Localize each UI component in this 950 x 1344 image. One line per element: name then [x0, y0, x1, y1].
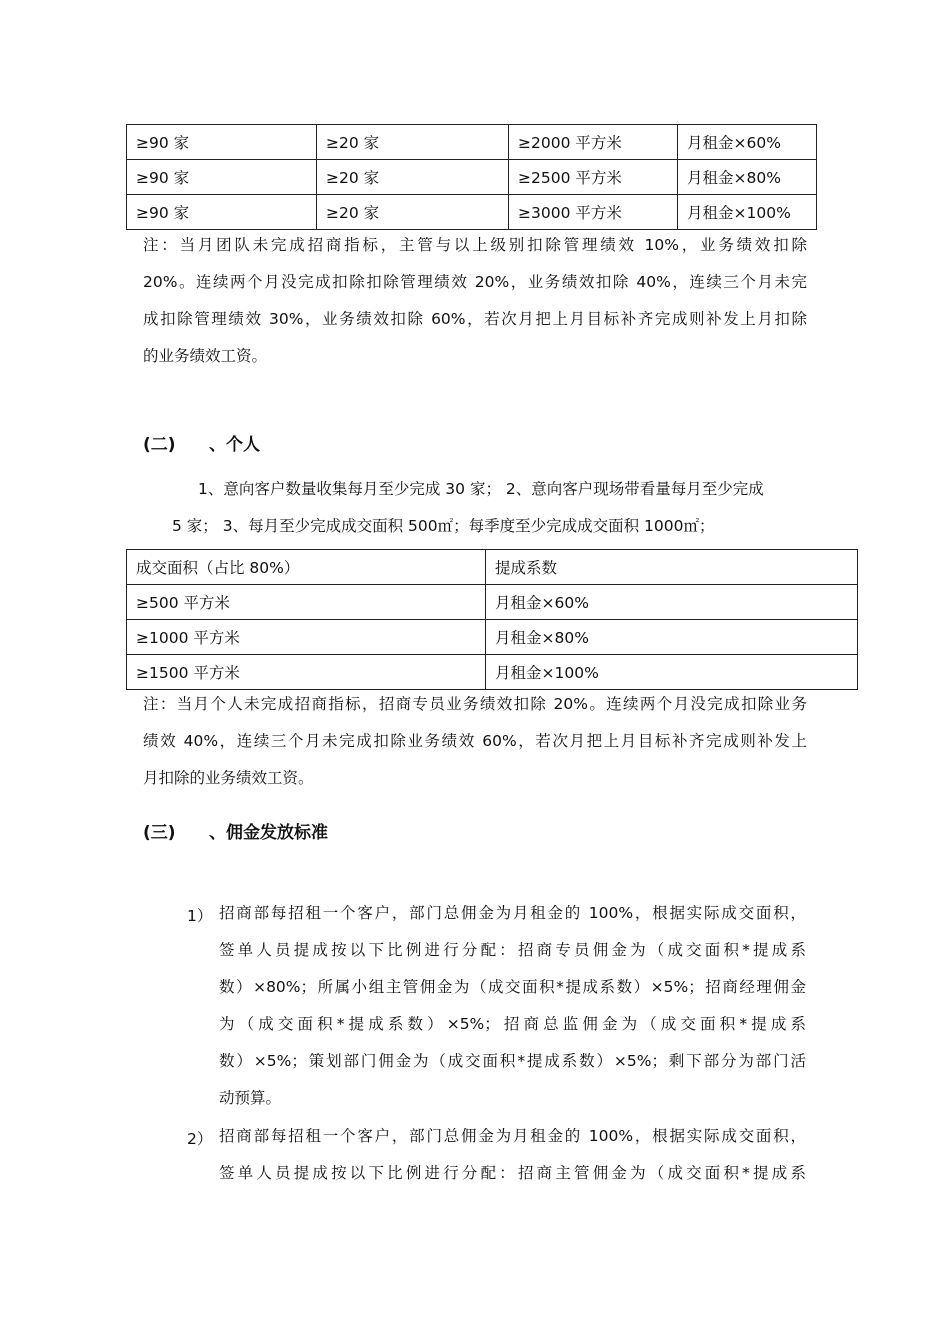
table-header-cell: 成交面积（占比 80%） [127, 550, 486, 585]
target-line: 5 家； 3、每月至少完成成交面积 500㎡；每季度至少完成成交面积 1000㎡； [172, 517, 715, 535]
note-line: 绩效 40%，连续三个月未完成扣除业务绩效 60%，若次月把上月目标补齐完成则补发上 [143, 732, 807, 750]
note-line: 月扣除的业务绩效工资。 [143, 769, 314, 787]
list-item [219, 1118, 806, 1192]
table-cell: 月租金×60% [678, 125, 817, 160]
table-cell: 月租金×100% [486, 655, 858, 690]
section-heading-personal [143, 430, 260, 455]
table-cell: ≥1500 平方米 [127, 655, 486, 690]
table-cell: ≥90 家 [127, 195, 317, 230]
note-line: 的业务绩效工资。 [143, 347, 268, 365]
section-heading-commission [143, 818, 328, 843]
list-item-number: 2） [187, 1130, 213, 1148]
table-cell: ≥20 家 [317, 160, 509, 195]
personal-note [143, 686, 807, 797]
table-header-row [127, 550, 858, 585]
table-cell: 月租金×100% [678, 195, 817, 230]
note-line: 成扣除管理绩效 30%，业务绩效扣除 60%，若次月把上月目标补齐完成则补发上月扣除 [143, 310, 807, 328]
item-line: 签单人员提成按以下比例进行分配：招商专员佣金为（成交面积*提成系 [219, 941, 806, 959]
table-cell: ≥90 家 [127, 125, 317, 160]
note-line: 20%。连续两个月没完成扣除扣除管理绩效 20%，业务绩效扣除 40%，连续三个月未完 [143, 273, 807, 291]
section-number: (二) [143, 435, 176, 455]
item-line: 为（成交面积*提成系数）×5%；招商总监佣金为（成交面积*提成系 [219, 1015, 806, 1033]
table-cell: 月租金×60% [486, 585, 858, 620]
personal-targets [172, 471, 808, 545]
team-commission-table [126, 124, 817, 230]
target-line: 1、意向客户数量收集每月至少完成 30 家； 2、意向客户现场带看量每月至少完成 [198, 480, 764, 498]
item-line: 数）×5%；策划部门佣金为（成交面积*提成系数）×5%；剩下部分为部门活 [219, 1052, 806, 1070]
table-cell: ≥1000 平方米 [127, 620, 486, 655]
table-row [127, 620, 858, 655]
note-line: 注：当月个人未完成招商指标，招商专员业务绩效扣除 20%。连续两个月没完成扣除业务 [143, 695, 807, 713]
item-line: 招商部每招租一个客户，部门总佣金为月租金的 100%，根据实际成交面积， [219, 1127, 806, 1145]
table-row [127, 585, 858, 620]
table-cell: 月租金×80% [486, 620, 858, 655]
table-cell: ≥2500 平方米 [509, 160, 678, 195]
table-cell: ≥3000 平方米 [509, 195, 678, 230]
table-header-cell: 提成系数 [486, 550, 858, 585]
list-item-number: 1） [187, 907, 213, 925]
item-line: 签单人员提成按以下比例进行分配：招商主管佣金为（成交面积*提成系 [219, 1164, 806, 1182]
table-row [127, 160, 817, 195]
list-item [219, 895, 806, 1117]
section-title: 、个人 [209, 435, 260, 455]
table-row [127, 195, 817, 230]
item-line: 招商部每招租一个客户，部门总佣金为月租金的 100%，根据实际成交面积， [219, 904, 806, 922]
table-cell: 月租金×80% [678, 160, 817, 195]
table-cell: ≥2000 平方米 [509, 125, 678, 160]
team-note [143, 227, 807, 375]
item-line: 动预算。 [219, 1089, 282, 1107]
note-line: 注：当月团队未完成招商指标，主管与以上级别扣除管理绩效 10%，业务绩效扣除 [143, 236, 807, 254]
table-cell: ≥20 家 [317, 195, 509, 230]
item-line: 数）×80%；所属小组主管佣金为（成交面积*提成系数）×5%；招商经理佣金 [219, 978, 806, 996]
section-number: (三) [143, 823, 176, 843]
table-cell: ≥20 家 [317, 125, 509, 160]
table-row [127, 125, 817, 160]
table-cell: ≥90 家 [127, 160, 317, 195]
table-row [127, 655, 858, 690]
section-title: 、佣金发放标准 [209, 823, 328, 843]
table-cell: ≥500 平方米 [127, 585, 486, 620]
personal-commission-table [126, 549, 858, 690]
